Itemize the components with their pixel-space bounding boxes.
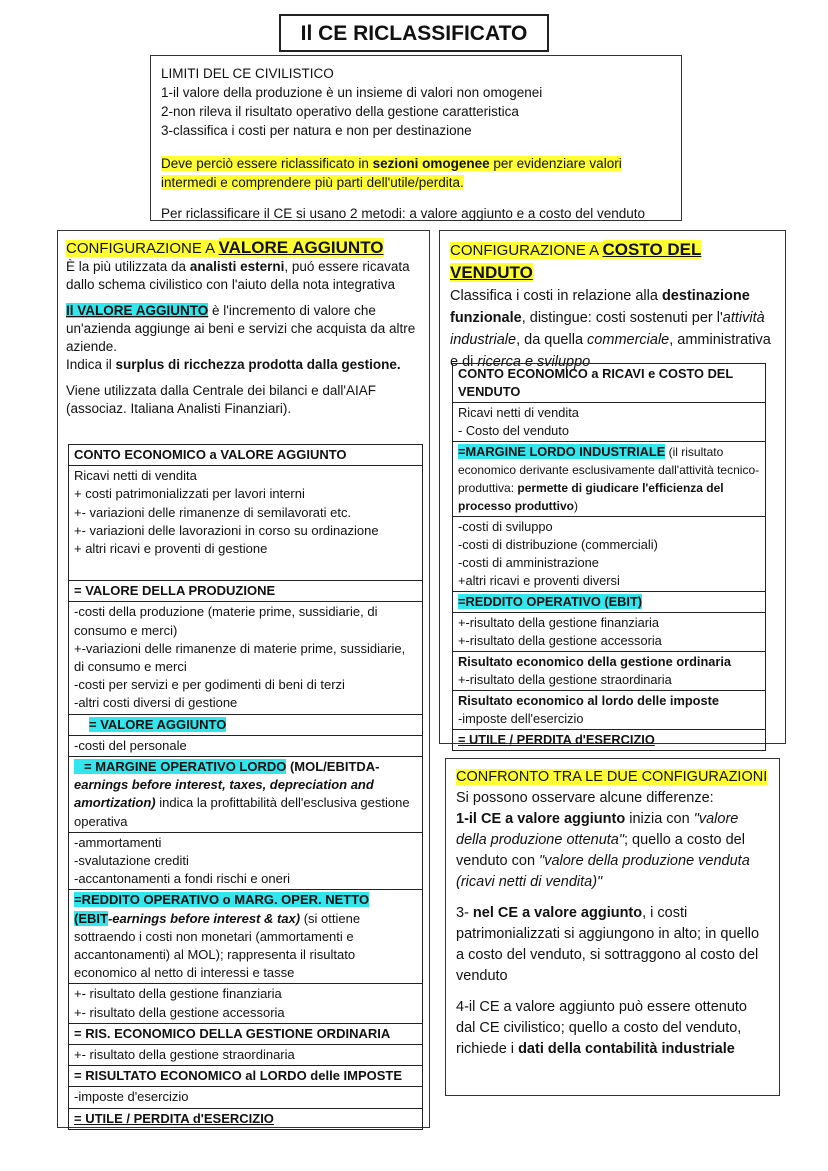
- va-usata: Viene utilizzata dalla Centrale dei bilanci e dall'AIAF (associaz. Italiana Analisti Finanziari).: [66, 383, 377, 416]
- va-indica: Indica il surplus di ricchezza prodotta dalla gestione.: [66, 357, 401, 372]
- va-utile-row: = UTILE / PERDITA d'ESERCIZIO: [69, 1108, 423, 1129]
- va-table-row: -imposte d'esercizio: [69, 1087, 423, 1108]
- costo-venduto-section: [439, 230, 786, 747]
- cv-table-row: -costi di sviluppo -costi di distribuzione (commerciali) -costi di amministrazione +altri ricavi e proventi diversi: [453, 517, 766, 592]
- confronto-heading: CONFRONTO TRA LE DUE CONFIGURAZIONI: [456, 769, 768, 785]
- va-table-header: CONTO ECONOMICO a VALORE AGGIUNTO: [69, 445, 423, 466]
- confronto-section: [445, 758, 780, 1096]
- valore-aggiunto-section: [57, 230, 430, 1128]
- limits-box: [150, 55, 682, 221]
- cv-lordo-row: Risultato economico al lordo delle imposte -imposte dell'esercizio: [453, 691, 766, 730]
- cv-mli-row: =MARGINE LORDO INDUSTRIALE (il risultato economico derivante esclusivamente dall'attività tecnico-produttiva: permette di giudicare l'efficienza del processo produttivo): [453, 442, 766, 517]
- page-title: Il CE RICLASSIFICATO: [279, 14, 549, 52]
- va-lordo-row: = RISULTATO ECONOMICO al LORDO delle IMPOSTE: [69, 1066, 423, 1087]
- cv-ro-row: =REDDITO OPERATIVO (EBIT): [453, 592, 766, 613]
- methods-text: Per riclassificare il CE si usano 2 metodi: a valore aggiunto e a costo del venduto: [161, 206, 646, 221]
- confronto-item-3: 3- nel CE a valore aggiunto, i costi patrimonializzati si aggiungono in alto; in quello a costo del venduto, si sottraggono al costo del venduto: [456, 905, 760, 984]
- va-intro: È la più utilizzata da analisti esterni, puó essere ricavata dallo schema civilistico con l'aiuto della nota integrativa: [66, 259, 410, 292]
- va-table-row: +- risultato della gestione straordinaria: [69, 1045, 423, 1066]
- confronto-item-1: 1-il CE a valore aggiunto inizia con "valore della produzione ottenuta"; quello a costo del venduto con "valore della produzione venduta (ricavi netti di vendita)": [456, 811, 750, 890]
- cv-intro: Classifica i costi in relazione alla destinazione funzionale, distingue: costi sostenuti per l'attività industriale, da quella commerciale, amministrativa e di ricerca e sviluppo: [450, 288, 771, 370]
- va-table-row: -costi della produzione (materie prime, sussidiarie, di consumo e merci) +-variazioni delle rimanenze di materie prime, sussidiarie, di consumo e merci -costi per servizi e per godimenti di beni di terzi -altri costi diversi di gestione: [69, 602, 423, 714]
- va-table-row: +- risultato della gestione finanziaria +- risultato della gestione accessoria: [69, 984, 423, 1023]
- va-ordinaria-row: = RIS. ECONOMICO DELLA GESTIONE ORDINARIA: [69, 1023, 423, 1044]
- cv-table-row: Ricavi netti di vendita - Costo del venduto: [453, 403, 766, 442]
- va-valore-produzione: = VALORE DELLA PRODUZIONE: [69, 581, 423, 602]
- cv-table-header: CONTO ECONOMICO a RICAVI e COSTO DEL VENDUTO: [453, 364, 766, 403]
- limit-item: 2-non rileva il risultato operativo della gestione caratteristica: [161, 104, 519, 119]
- limit-item: 1-il valore della produzione è un insieme di valori non omogenei: [161, 85, 543, 100]
- limit-item: 3-classifica i costi per natura e non per destinazione: [161, 123, 472, 138]
- va-table-row: -costi del personale: [69, 735, 423, 756]
- cv-heading: CONFIGURAZIONE A COSTO DEL VENDUTO: [450, 240, 702, 282]
- cv-ordinaria-row: Risultato economico della gestione ordinaria +-risultato della gestione straordinaria: [453, 652, 766, 691]
- va-definition: Il VALORE AGGIUNTO è l'incremento di valore che un'azienda aggiunge ai beni e servizi che acquista da altre aziende.: [66, 303, 416, 354]
- cv-table: [452, 363, 766, 751]
- confronto-item-4: 4-il CE a valore aggiunto può essere ottenuto dal CE civilistico; quello a costo del venduto, richiede i dati della contabilità industriale: [456, 999, 747, 1057]
- cv-utile-row: = UTILE / PERDITA d'ESERCIZIO: [453, 730, 766, 751]
- limits-heading: LIMITI DEL CE CIVILISTICO: [161, 66, 334, 81]
- va-table-row: Ricavi netti di vendita + costi patrimonializzati per lavori interni +- variazioni delle rimanenze di semilavorati etc. +- variazioni delle lavorazioni in corso su ordinazione + altri ricavi e proventi di gestione: [69, 466, 423, 581]
- va-mol-row: = MARGINE OPERATIVO LORDO (MOL/EBITDA-earnings before interest, taxes, depreciation and amortization) indica la profittabilità dell'esclusiva gestione operativa: [69, 757, 423, 833]
- va-table: [68, 444, 423, 1130]
- va-valore-aggiunto-row: = VALORE AGGIUNTO: [69, 714, 423, 735]
- va-table-row: -ammortamenti -svalutazione crediti -accantonamenti a fondi rischi e oneri: [69, 832, 423, 890]
- va-ro-row: =REDDITO OPERATIVO o MARG. OPER. NETTO (EBIT-earnings before interest & tax) (si ottiene sottraendo i costi non monetari (ammortamenti e accantonamenti) al MOL); rappresenta il risultato economico al netto di interessi e tasse: [69, 890, 423, 984]
- confronto-intro: Si possono osservare alcune differenze:: [456, 790, 714, 806]
- riclassificazione-note: Deve perciò essere riclassificato in sezioni omogenee per evidenziare valori intermedi e comprendere più parti dell'utile/perdita.: [161, 156, 622, 190]
- cv-table-row: +-risultato della gestione finanziaria +-risultato della gestione accessoria: [453, 613, 766, 652]
- va-heading: CONFIGURAZIONE A VALORE AGGIUNTO: [66, 238, 384, 257]
